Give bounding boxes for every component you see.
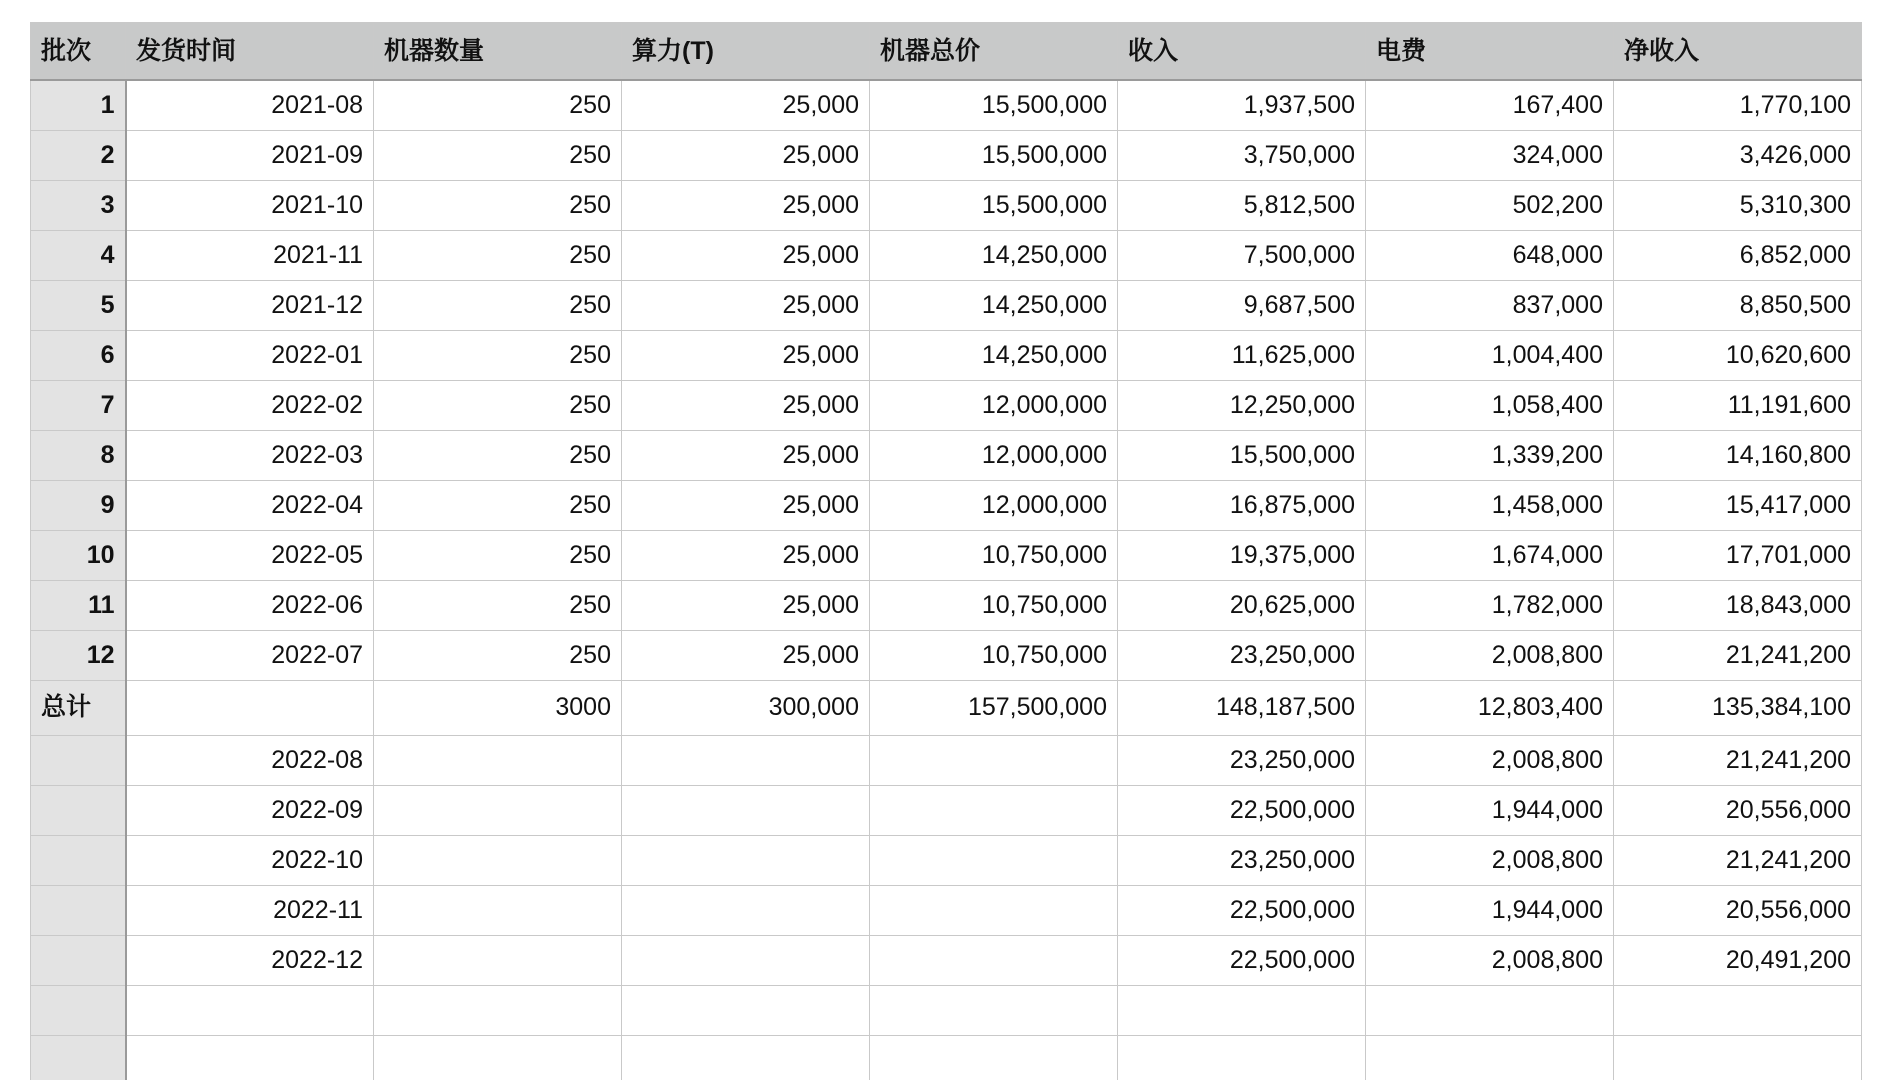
total-price-cell[interactable] bbox=[870, 735, 1118, 785]
row-header-batch[interactable]: 12 bbox=[31, 630, 126, 680]
column-header-ship-date[interactable]: 发货时间 bbox=[126, 23, 374, 81]
table-row bbox=[31, 430, 1862, 480]
electricity-cell[interactable] bbox=[1366, 985, 1614, 1035]
electricity-cell[interactable]: 1,944,000 bbox=[1366, 885, 1614, 935]
column-header-income[interactable]: 收入 bbox=[1118, 23, 1366, 81]
income-cell[interactable]: 22,500,000 bbox=[1118, 785, 1366, 835]
table-row bbox=[31, 380, 1862, 430]
total-price-cell[interactable]: 15,500,000 bbox=[870, 130, 1118, 180]
income-cell[interactable]: 5,812,500 bbox=[1118, 180, 1366, 230]
row-header[interactable] bbox=[31, 1035, 126, 1080]
electricity-cell[interactable]: 324,000 bbox=[1366, 130, 1614, 180]
income-cell[interactable]: 1,937,500 bbox=[1118, 80, 1366, 130]
ship-date-cell[interactable]: 2022-01 bbox=[126, 330, 374, 380]
total-price-cell[interactable] bbox=[870, 785, 1118, 835]
table-row bbox=[31, 80, 1862, 130]
total-price-cell[interactable]: 15,500,000 bbox=[870, 180, 1118, 230]
net-income-cell[interactable]: 1,770,100 bbox=[1614, 80, 1862, 130]
machine-count-cell[interactable]: 250 bbox=[374, 430, 622, 480]
table-body bbox=[31, 80, 1862, 1080]
row-header[interactable] bbox=[31, 785, 126, 835]
hashrate-cell[interactable] bbox=[622, 985, 870, 1035]
table-row bbox=[31, 885, 1862, 935]
total-price-cell[interactable] bbox=[870, 985, 1118, 1035]
electricity-cell[interactable]: 502,200 bbox=[1366, 180, 1614, 230]
ship-date-cell[interactable]: 2022-07 bbox=[126, 630, 374, 680]
hashrate-cell[interactable]: 25,000 bbox=[622, 230, 870, 280]
total-price-cell[interactable]: 10,750,000 bbox=[870, 530, 1118, 580]
table-row bbox=[31, 735, 1862, 785]
hashrate-cell[interactable] bbox=[622, 785, 870, 835]
row-header-batch[interactable]: 5 bbox=[31, 280, 126, 330]
data-table bbox=[30, 22, 1862, 1080]
electricity-cell[interactable]: 167,400 bbox=[1366, 80, 1614, 130]
machine-count-cell[interactable] bbox=[374, 885, 622, 935]
income-cell[interactable]: 11,625,000 bbox=[1118, 330, 1366, 380]
net-income-cell[interactable]: 3,426,000 bbox=[1614, 130, 1862, 180]
electricity-cell[interactable]: 1,782,000 bbox=[1366, 580, 1614, 630]
net-income-cell[interactable]: 20,491,200 bbox=[1614, 935, 1862, 985]
machine-count-cell[interactable]: 250 bbox=[374, 580, 622, 630]
ship-date-cell[interactable]: 2021-10 bbox=[126, 180, 374, 230]
column-header-electricity[interactable]: 电费 bbox=[1366, 23, 1614, 81]
net-income-cell[interactable]: 18,843,000 bbox=[1614, 580, 1862, 630]
hashrate-cell[interactable]: 25,000 bbox=[622, 380, 870, 430]
row-header[interactable] bbox=[31, 935, 126, 985]
ship-date-cell[interactable]: 2022-08 bbox=[126, 735, 374, 785]
ship-date-cell[interactable] bbox=[126, 1035, 374, 1080]
electricity-cell[interactable]: 2,008,800 bbox=[1366, 735, 1614, 785]
income-cell[interactable]: 22,500,000 bbox=[1118, 885, 1366, 935]
total-price-cell[interactable] bbox=[870, 835, 1118, 885]
hashrate-cell[interactable] bbox=[622, 885, 870, 935]
table-row bbox=[31, 630, 1862, 680]
total-price-cell[interactable]: 10,750,000 bbox=[870, 630, 1118, 680]
ship-date-cell[interactable]: 2022-11 bbox=[126, 885, 374, 935]
hashrate-cell[interactable]: 25,000 bbox=[622, 480, 870, 530]
table-row bbox=[31, 785, 1862, 835]
net-income-cell[interactable]: 10,620,600 bbox=[1614, 330, 1862, 380]
row-header[interactable] bbox=[31, 735, 126, 785]
hashrate-cell[interactable]: 25,000 bbox=[622, 580, 870, 630]
machine-count-cell[interactable]: 250 bbox=[374, 480, 622, 530]
income-cell[interactable]: 148,187,500 bbox=[1118, 680, 1366, 735]
electricity-cell[interactable]: 2,008,800 bbox=[1366, 935, 1614, 985]
income-cell[interactable]: 23,250,000 bbox=[1118, 735, 1366, 785]
header-row bbox=[31, 23, 1862, 81]
row-header-batch[interactable]: 3 bbox=[31, 180, 126, 230]
net-income-cell[interactable]: 11,191,600 bbox=[1614, 380, 1862, 430]
machine-count-cell[interactable]: 250 bbox=[374, 380, 622, 430]
net-income-cell[interactable]: 5,310,300 bbox=[1614, 180, 1862, 230]
hashrate-cell[interactable]: 300,000 bbox=[622, 680, 870, 735]
total-price-cell[interactable]: 10,750,000 bbox=[870, 580, 1118, 630]
income-cell[interactable]: 23,250,000 bbox=[1118, 835, 1366, 885]
net-income-cell[interactable]: 20,556,000 bbox=[1614, 785, 1862, 835]
machine-count-cell[interactable] bbox=[374, 835, 622, 885]
ship-date-cell[interactable]: 2021-11 bbox=[126, 230, 374, 280]
row-header-batch[interactable]: 9 bbox=[31, 480, 126, 530]
total-price-cell[interactable]: 12,000,000 bbox=[870, 430, 1118, 480]
machine-count-cell[interactable]: 250 bbox=[374, 230, 622, 280]
ship-date-cell[interactable] bbox=[126, 680, 374, 735]
total-price-cell[interactable]: 12,000,000 bbox=[870, 480, 1118, 530]
net-income-cell[interactable]: 21,241,200 bbox=[1614, 735, 1862, 785]
ship-date-cell[interactable]: 2022-09 bbox=[126, 785, 374, 835]
machine-count-cell[interactable] bbox=[374, 785, 622, 835]
net-income-cell[interactable]: 14,160,800 bbox=[1614, 430, 1862, 480]
table-row bbox=[31, 180, 1862, 230]
machine-count-cell[interactable] bbox=[374, 985, 622, 1035]
table-row bbox=[31, 230, 1862, 280]
total-price-cell[interactable]: 14,250,000 bbox=[870, 230, 1118, 280]
column-header-hashrate[interactable]: 算力(T) bbox=[622, 23, 870, 81]
total-price-cell[interactable] bbox=[870, 885, 1118, 935]
row-header[interactable] bbox=[31, 985, 126, 1035]
table-row bbox=[31, 835, 1862, 885]
table-row bbox=[31, 530, 1862, 580]
machine-count-cell[interactable] bbox=[374, 735, 622, 785]
total-price-cell[interactable]: 14,250,000 bbox=[870, 330, 1118, 380]
net-income-cell[interactable]: 15,417,000 bbox=[1614, 480, 1862, 530]
income-cell[interactable]: 19,375,000 bbox=[1118, 530, 1366, 580]
machine-count-cell[interactable]: 250 bbox=[374, 630, 622, 680]
machine-count-cell[interactable]: 250 bbox=[374, 130, 622, 180]
hashrate-cell[interactable] bbox=[622, 735, 870, 785]
electricity-cell[interactable]: 2,008,800 bbox=[1366, 835, 1614, 885]
ship-date-cell[interactable]: 2022-04 bbox=[126, 480, 374, 530]
column-header-machine-total-price[interactable]: 机器总价 bbox=[870, 23, 1118, 81]
ship-date-cell[interactable]: 2022-02 bbox=[126, 380, 374, 430]
hashrate-cell[interactable] bbox=[622, 835, 870, 885]
electricity-cell[interactable]: 1,004,400 bbox=[1366, 330, 1614, 380]
income-cell[interactable] bbox=[1118, 1035, 1366, 1080]
empty-row bbox=[31, 1035, 1862, 1080]
ship-date-cell[interactable]: 2022-10 bbox=[126, 835, 374, 885]
hashrate-cell[interactable]: 25,000 bbox=[622, 430, 870, 480]
electricity-cell[interactable]: 1,674,000 bbox=[1366, 530, 1614, 580]
net-income-cell[interactable]: 135,384,100 bbox=[1614, 680, 1862, 735]
hashrate-cell[interactable]: 25,000 bbox=[622, 530, 870, 580]
ship-date-cell[interactable]: 2022-12 bbox=[126, 935, 374, 985]
row-header-batch[interactable]: 7 bbox=[31, 380, 126, 430]
hashrate-cell[interactable]: 25,000 bbox=[622, 330, 870, 380]
row-header-total[interactable]: 总计 bbox=[31, 680, 126, 735]
ship-date-cell[interactable]: 2022-06 bbox=[126, 580, 374, 630]
row-header-batch[interactable]: 11 bbox=[31, 580, 126, 630]
net-income-cell[interactable]: 21,241,200 bbox=[1614, 630, 1862, 680]
electricity-cell[interactable]: 648,000 bbox=[1366, 230, 1614, 280]
net-income-cell[interactable]: 6,852,000 bbox=[1614, 230, 1862, 280]
table-row bbox=[31, 330, 1862, 380]
electricity-cell[interactable]: 1,458,000 bbox=[1366, 480, 1614, 530]
income-cell[interactable]: 16,875,000 bbox=[1118, 480, 1366, 530]
machine-count-cell[interactable] bbox=[374, 1035, 622, 1080]
row-header-batch[interactable]: 2 bbox=[31, 130, 126, 180]
net-income-cell[interactable]: 17,701,000 bbox=[1614, 530, 1862, 580]
income-cell[interactable]: 12,250,000 bbox=[1118, 380, 1366, 430]
machine-count-cell[interactable]: 250 bbox=[374, 180, 622, 230]
hashrate-cell[interactable]: 25,000 bbox=[622, 80, 870, 130]
machine-count-cell[interactable]: 250 bbox=[374, 80, 622, 130]
total-price-cell[interactable] bbox=[870, 935, 1118, 985]
hashrate-cell[interactable]: 25,000 bbox=[622, 630, 870, 680]
row-header-batch[interactable]: 4 bbox=[31, 230, 126, 280]
net-income-cell[interactable]: 8,850,500 bbox=[1614, 280, 1862, 330]
spreadsheet-grid bbox=[30, 22, 1862, 1080]
ship-date-cell[interactable]: 2021-09 bbox=[126, 130, 374, 180]
hashrate-cell[interactable] bbox=[622, 1035, 870, 1080]
row-header-batch[interactable]: 1 bbox=[31, 80, 126, 130]
table-row bbox=[31, 935, 1862, 985]
empty-row bbox=[31, 985, 1862, 1035]
total-price-cell[interactable]: 15,500,000 bbox=[870, 80, 1118, 130]
table-row bbox=[31, 580, 1862, 630]
electricity-cell[interactable]: 2,008,800 bbox=[1366, 630, 1614, 680]
electricity-cell[interactable] bbox=[1366, 1035, 1614, 1080]
total-row bbox=[31, 680, 1862, 735]
electricity-cell[interactable]: 837,000 bbox=[1366, 280, 1614, 330]
net-income-cell[interactable] bbox=[1614, 1035, 1862, 1080]
machine-count-cell[interactable]: 3000 bbox=[374, 680, 622, 735]
electricity-cell[interactable]: 12,803,400 bbox=[1366, 680, 1614, 735]
machine-count-cell[interactable] bbox=[374, 935, 622, 985]
net-income-cell[interactable] bbox=[1614, 985, 1862, 1035]
income-cell[interactable]: 15,500,000 bbox=[1118, 430, 1366, 480]
electricity-cell[interactable]: 1,058,400 bbox=[1366, 380, 1614, 430]
row-header[interactable] bbox=[31, 885, 126, 935]
net-income-cell[interactable]: 21,241,200 bbox=[1614, 835, 1862, 885]
hashrate-cell[interactable]: 25,000 bbox=[622, 130, 870, 180]
income-cell[interactable]: 3,750,000 bbox=[1118, 130, 1366, 180]
ship-date-cell[interactable]: 2022-03 bbox=[126, 430, 374, 480]
machine-count-cell[interactable]: 250 bbox=[374, 280, 622, 330]
income-cell[interactable]: 7,500,000 bbox=[1118, 230, 1366, 280]
ship-date-cell[interactable] bbox=[126, 985, 374, 1035]
income-cell[interactable]: 22,500,000 bbox=[1118, 935, 1366, 985]
row-header-batch[interactable]: 10 bbox=[31, 530, 126, 580]
row-header-batch[interactable]: 6 bbox=[31, 330, 126, 380]
total-price-cell[interactable]: 12,000,000 bbox=[870, 380, 1118, 430]
net-income-cell[interactable]: 20,556,000 bbox=[1614, 885, 1862, 935]
column-header-machine-count[interactable]: 机器数量 bbox=[374, 23, 622, 81]
table-row bbox=[31, 130, 1862, 180]
total-price-cell[interactable]: 14,250,000 bbox=[870, 280, 1118, 330]
machine-count-cell[interactable]: 250 bbox=[374, 330, 622, 380]
table-row bbox=[31, 480, 1862, 530]
income-cell[interactable]: 20,625,000 bbox=[1118, 580, 1366, 630]
total-price-cell[interactable]: 157,500,000 bbox=[870, 680, 1118, 735]
income-cell[interactable]: 9,687,500 bbox=[1118, 280, 1366, 330]
table-row bbox=[31, 280, 1862, 330]
machine-count-cell[interactable]: 250 bbox=[374, 530, 622, 580]
ship-date-cell[interactable]: 2021-08 bbox=[126, 80, 374, 130]
row-header[interactable] bbox=[31, 835, 126, 885]
ship-date-cell[interactable]: 2022-05 bbox=[126, 530, 374, 580]
hashrate-cell[interactable]: 25,000 bbox=[622, 180, 870, 230]
ship-date-cell[interactable]: 2021-12 bbox=[126, 280, 374, 330]
electricity-cell[interactable]: 1,944,000 bbox=[1366, 785, 1614, 835]
income-cell[interactable] bbox=[1118, 985, 1366, 1035]
column-header-net-income[interactable]: 净收入 bbox=[1614, 23, 1862, 81]
column-header-batch[interactable]: 批次 bbox=[31, 23, 126, 81]
hashrate-cell[interactable]: 25,000 bbox=[622, 280, 870, 330]
electricity-cell[interactable]: 1,339,200 bbox=[1366, 430, 1614, 480]
total-price-cell[interactable] bbox=[870, 1035, 1118, 1080]
row-header-batch[interactable]: 8 bbox=[31, 430, 126, 480]
hashrate-cell[interactable] bbox=[622, 935, 870, 985]
income-cell[interactable]: 23,250,000 bbox=[1118, 630, 1366, 680]
